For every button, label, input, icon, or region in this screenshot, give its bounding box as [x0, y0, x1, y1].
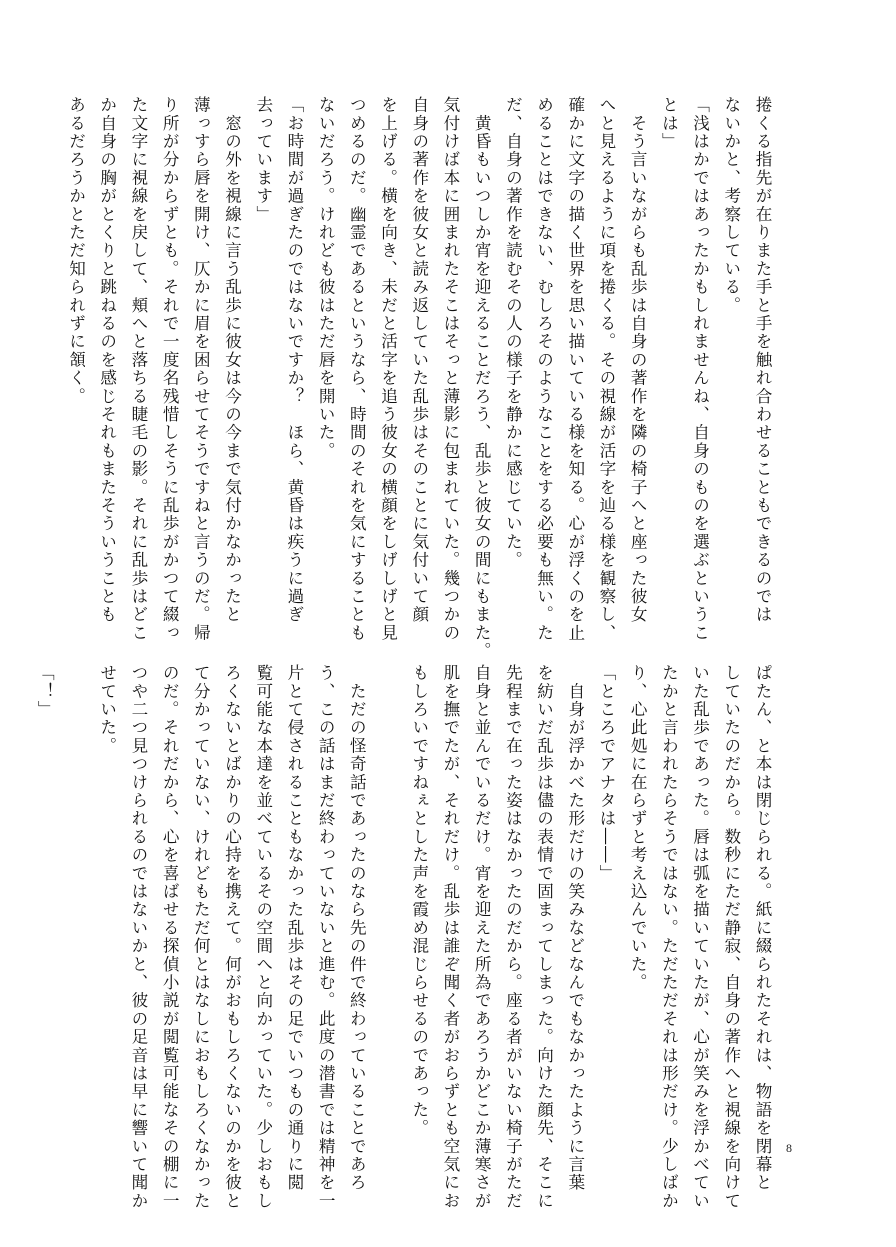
text-line: を紡いだ乱歩は儘の表情で固まってしまった。向けた顔先、そこに — [534, 664, 554, 1210]
text-line: ろくないとばかりの心持を携えて。何がおもしろくないのかを彼と — [222, 664, 242, 1210]
text-line: だ、自身の著作を読むその人の様子を静かに感じていた。 — [503, 96, 523, 570]
text-line: 自身が浮かべた形だけの笑みなどなんでもなかったように言葉 — [565, 664, 585, 1192]
text-line: を上げる。横を向き、未だと活字を追う彼女の横顔をしげしげと見 — [378, 96, 398, 642]
text-line: か自身の胸がとくりと跳ねるのを感じそれもまたそういうことも — [97, 96, 117, 624]
text-line: ないだろう。けれども彼はただ唇を開いた。 — [316, 96, 336, 460]
lower-text-block — [29, 664, 778, 1210]
text-line: 片とて侵されることもなかった乱歩はその足でいつもの通りに閲 — [284, 664, 304, 1192]
text-line: 「浅はかではあったかもしれませんね、自身のものを選ぶというこ — [690, 96, 710, 642]
text-line: とは」 — [659, 96, 679, 151]
text-line: そう言いながらも乱歩は自身の著作を隣の椅子へと座った彼女 — [628, 96, 648, 624]
text-line: 「！」 — [35, 664, 55, 719]
text-line: あるだろうかとただ知られずに頷く。 — [66, 96, 86, 406]
text-line: 自身と並んでいるだけ。宵を迎えた所為であろうかどこか薄寒さが — [472, 664, 492, 1210]
text-line: た文字に視線を戻して、頬へと落ちる睫毛の影。それに乱歩はどこ — [128, 96, 148, 642]
text-line: 「ところでアナタは――」 — [596, 664, 616, 883]
text-line: 確かに文字の描く世界を思い描いている様を知る。心が浮くのを止 — [565, 96, 585, 642]
text-line: 窓の外を視線に言う乱歩に彼女は今の今まで気付かなかったと — [222, 96, 242, 624]
text-line: ぱたん、と本は閉じられる。紙に綴られたそれは、物語を閉幕と — [753, 664, 772, 1192]
text-line: つや二つ見つけられるのではないかと、彼の足音は早に響いて聞か — [128, 664, 148, 1210]
text-line: 黄昏もいつしか宵を迎えることだろう、乱歩と彼女の間にもまた。 — [472, 96, 492, 661]
text-line: 気付けば本に囲まれたそこはそっと薄影に包まれていた。幾つかの — [440, 96, 460, 642]
text-line: て分かっていない、けれどもただ何とはなしにおもしろくなかった — [191, 664, 211, 1210]
page-number: 8 — [786, 1141, 792, 1155]
text-line: 自身の著作を彼女と読み返していた乱歩はそのことに気付いて顔 — [409, 96, 429, 624]
text-line: せていた。 — [97, 664, 117, 755]
text-line: 肌を撫でたが、それだけ。乱歩は誰ぞ聞く者がおらずとも空気にお — [440, 664, 460, 1210]
text-line: いた乱歩であった。唇は弧を描いていたが、心が笑みを浮かべてい — [690, 664, 710, 1210]
text-line: り所が分からずとも。それで一度名残惜しそうに乱歩がかつて綴っ — [160, 96, 180, 642]
text-line: していたのだから。数秒にただ静寂、自身の著作へと視線を向けて — [721, 664, 741, 1210]
text-line: う、この話はまだ終わっていないと進む。此度の潜書では精神を一 — [316, 664, 336, 1210]
text-line: り、心此処に在らずと考え込んでいた。 — [628, 664, 648, 992]
text-line: たかと言われたらそうではない。ただただそれは形だけ。少しばか — [659, 664, 679, 1210]
text-line: 捲くる指先が在りまた手と手を触れ合わせることもできるのでは — [753, 96, 772, 624]
text-line: ただの怪奇話であったのなら先の件で終わっていることであろ — [347, 664, 367, 1192]
text-line: 覧可能な本達を並べているその空間へと向かっていた。少しおもし — [253, 664, 273, 1210]
text-line: ないかと、考察している。 — [721, 96, 741, 315]
text-line: 去っています」 — [253, 96, 273, 224]
text-line: 先程まで在った姿はなかったのだから。座る者がいない椅子がただ — [503, 664, 523, 1210]
text-line: へと見えるように項を捲くる。その視線が活字を辿る様を観察し、 — [596, 96, 616, 642]
text-line — [372, 664, 403, 1184]
upper-text-block — [60, 96, 778, 661]
text-line — [60, 664, 91, 1184]
text-line: つめるのだ。幽霊であるというなら、時間のそれを気にすることも — [347, 96, 367, 642]
text-line: のだ。それだから、心を喜ばせる探偵小説が閲覧可能なその棚に一 — [160, 664, 180, 1210]
text-line: 「お時間が過ぎたのではないですか？ ほら、黄昏は疾うに過ぎ — [284, 96, 304, 624]
text-line: もしろいですねぇとした声を霞め混じらせるのであった。 — [409, 664, 429, 1138]
text-line: 薄っすら唇を開け、仄かに眉を困らせてそうですねと言うのだ。帰 — [191, 96, 211, 642]
text-line: めることはできない、むしろそのようなことをする必要も無い。た — [534, 96, 554, 642]
